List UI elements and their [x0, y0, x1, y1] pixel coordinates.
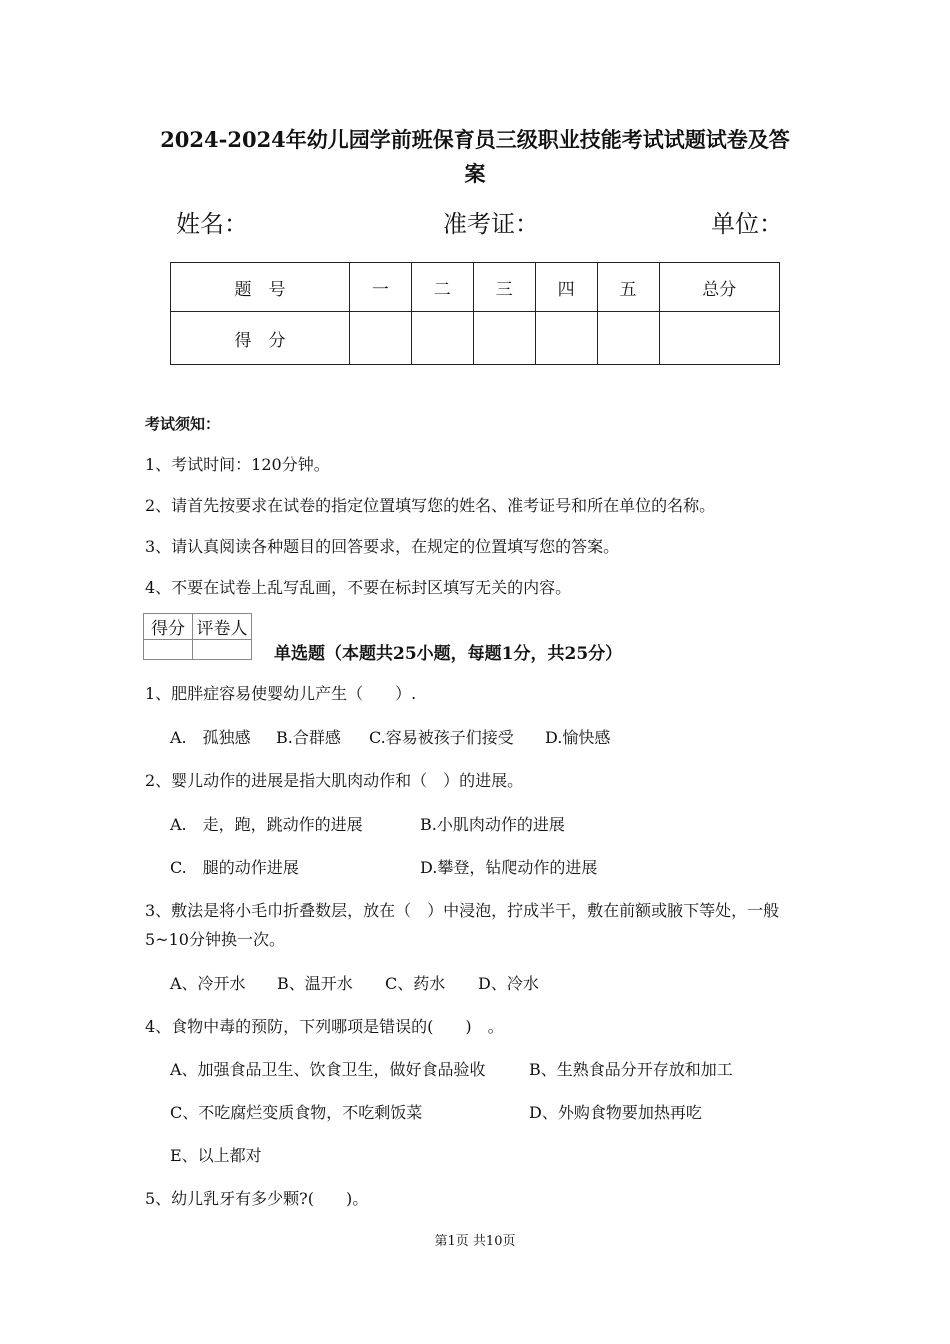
page-footer: 第1页 共10页: [434, 1234, 516, 1249]
score-table-cell: 题 号: [171, 263, 350, 312]
question-option[interactable]: E、以上都对: [170, 1146, 262, 1165]
question-option[interactable]: C、不吃腐烂变质食物，不吃剩饭菜: [170, 1103, 423, 1122]
score-table-cell: 总分: [659, 263, 779, 312]
question-option[interactable]: A. 走，跑，跳动作的进展: [170, 815, 363, 834]
grader-box: [143, 613, 252, 660]
grader-box-score-label: 得分: [144, 614, 193, 640]
question-stem: 1、肥胖症容易使婴幼儿产生（ ）.: [145, 684, 417, 703]
score-table-cell: 五: [597, 263, 659, 312]
score-cell-empty[interactable]: [597, 312, 659, 365]
score-cell-empty[interactable]: [659, 312, 779, 365]
score-cell-empty[interactable]: [473, 312, 535, 365]
name-field-label: 姓名：: [176, 210, 248, 238]
notice-item: 4、不要在试卷上乱写乱画，不要在标封区填写无关的内容。: [145, 578, 572, 597]
grader-box-grader-label: 评卷人: [193, 614, 252, 640]
question-option[interactable]: C、药水: [385, 974, 446, 993]
score-table-cell: 四: [535, 263, 597, 312]
question-option[interactable]: B.合群感: [276, 728, 341, 747]
unit-field-label: 单位：: [711, 210, 783, 238]
question-stem-continued: 5~10分钟换一次。: [145, 930, 285, 949]
document-title-line2: 案: [464, 161, 486, 186]
question-option[interactable]: A. 孤独感: [170, 728, 251, 747]
question-option[interactable]: D.攀登，钻爬动作的进展: [420, 858, 598, 877]
score-table-cell: 三: [473, 263, 535, 312]
grader-box-grader-cell[interactable]: [193, 640, 252, 660]
score-table-cell: 一: [349, 263, 411, 312]
score-row-label: 得 分: [171, 312, 350, 365]
question-stem: 2、婴儿动作的进展是指大肌肉动作和（ ）的进展。: [145, 771, 524, 790]
section-title: 单选题（本题共25小题，每题1分，共25分）: [274, 644, 623, 664]
score-table-cell: 二: [411, 263, 473, 312]
score-table: [170, 262, 780, 365]
question-option[interactable]: C.容易被孩子们接受: [369, 728, 514, 747]
question-option[interactable]: D、冷水: [478, 974, 539, 993]
question-stem: 4、食物中毒的预防，下列哪项是错误的( ) 。: [145, 1017, 504, 1036]
question-option[interactable]: B、温开水: [277, 974, 353, 993]
score-cell-empty[interactable]: [535, 312, 597, 365]
notice-heading: 考试须知：: [145, 415, 221, 433]
notice-item: 1、考试时间：120分钟。: [145, 455, 330, 474]
question-stem: 3、敷法是将小毛巾折叠数层，放在（ ）中浸泡，拧成半干，敷在前额或腋下等处，一般: [145, 901, 780, 920]
question-option[interactable]: A、加强食品卫生、饮食卫生，做好食品验收: [170, 1060, 486, 1079]
question-stem: 5、幼儿乳牙有多少颗?( )。: [145, 1189, 369, 1208]
score-cell-empty[interactable]: [349, 312, 411, 365]
notice-item: 2、请首先按要求在试卷的指定位置填写您的姓名、准考证号和所在单位的名称。: [145, 496, 716, 515]
question-option[interactable]: A、冷开水: [170, 974, 246, 993]
document-title-line1: 2024-2024年幼儿园学前班保育员三级职业技能考试试题试卷及答: [160, 127, 790, 152]
exam-id-field-label: 准考证：: [443, 210, 539, 238]
question-option[interactable]: C. 腿的动作进展: [170, 858, 299, 877]
question-option[interactable]: D、外购食物要加热再吃: [529, 1103, 702, 1122]
question-option[interactable]: B.小肌肉动作的进展: [420, 815, 565, 834]
score-table-header-row: [171, 263, 780, 312]
notice-item: 3、请认真阅读各种题目的回答要求，在规定的位置填写您的答案。: [145, 537, 620, 556]
question-option[interactable]: D.愉快感: [545, 728, 611, 747]
score-cell-empty[interactable]: [411, 312, 473, 365]
question-option[interactable]: B、生熟食品分开存放和加工: [529, 1060, 733, 1079]
grader-box-score-cell[interactable]: [144, 640, 193, 660]
score-table-score-row: [171, 312, 780, 365]
